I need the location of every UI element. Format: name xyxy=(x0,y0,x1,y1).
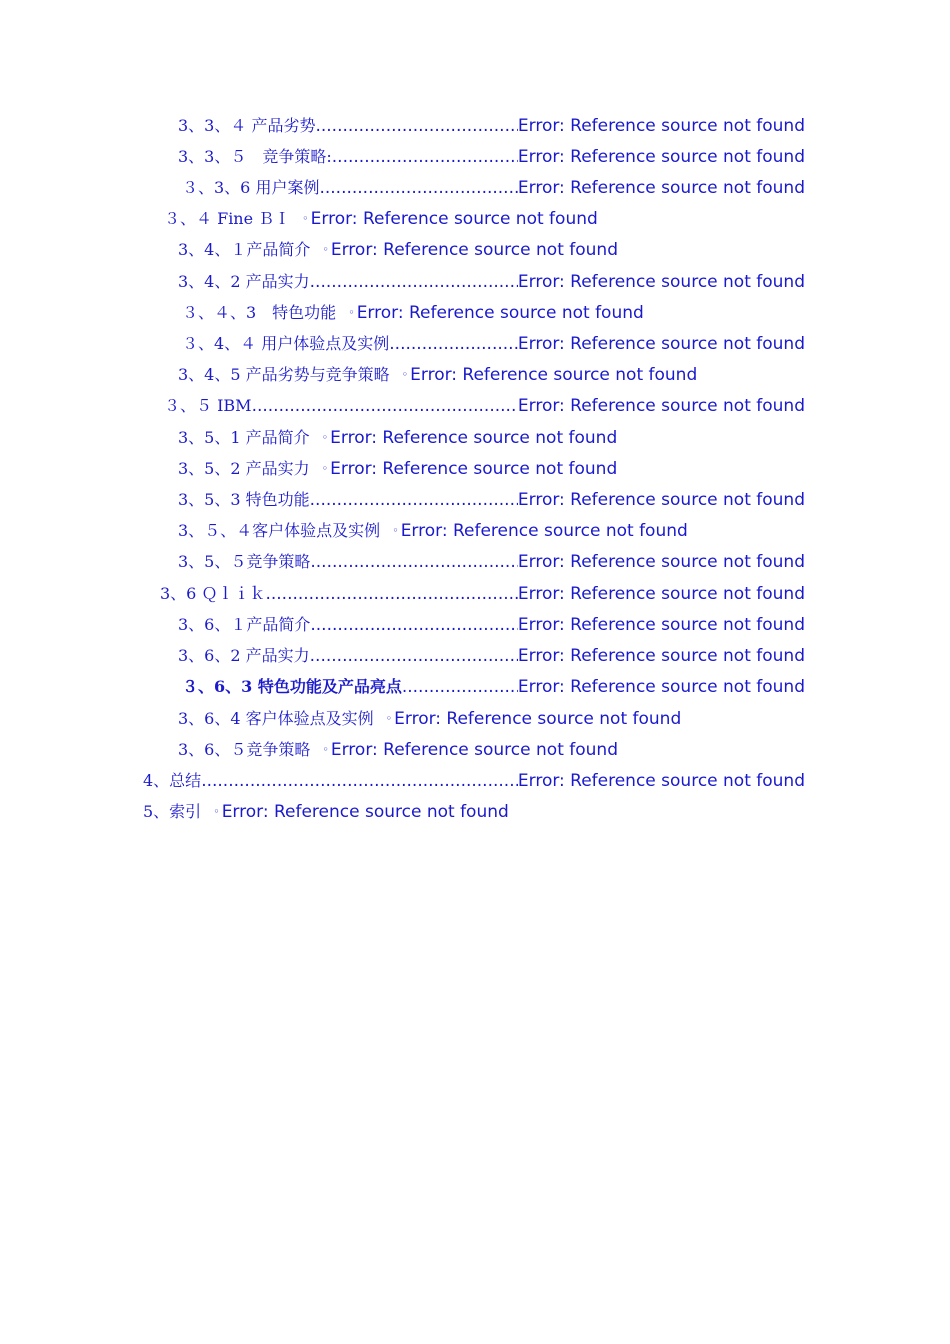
toc-entry-ref: Error: Reference source not found xyxy=(517,552,805,572)
toc-entry[interactable] xyxy=(178,426,617,450)
tab-mark-icon: ◦ xyxy=(321,462,329,475)
toc-entry-label: 3、6、2 产品实力 xyxy=(178,646,310,665)
toc-entry[interactable] xyxy=(178,613,805,637)
toc-entry-ref: Error: Reference source not found xyxy=(517,646,805,666)
toc-entry[interactable] xyxy=(178,644,805,668)
toc-entry[interactable] xyxy=(178,270,805,294)
toc-leader xyxy=(402,675,518,699)
toc-entry-ref: Error: Reference source not found xyxy=(221,802,509,822)
toc-leader xyxy=(332,145,518,169)
toc-entry-ref: Error: Reference source not found xyxy=(517,272,805,292)
toc-entry-label: 5、索引 xyxy=(143,802,202,821)
toc-entry-label: ３、6、3 特色功能及产品亮点 xyxy=(182,677,402,696)
toc-leader xyxy=(319,176,517,200)
toc-entry[interactable] xyxy=(178,519,688,543)
toc-entry[interactable] xyxy=(178,488,805,512)
toc-entry-ref: Error: Reference source not found xyxy=(517,396,805,416)
toc-entry-label: 3、3、４ 产品劣势 xyxy=(178,116,316,135)
toc-entry[interactable] xyxy=(164,394,805,418)
toc-entry-ref: Error: Reference source not found xyxy=(517,147,805,167)
toc-entry-ref: Error: Reference source not found xyxy=(330,740,618,760)
toc-entry-label: 3、6 Ｑｌｉｋ xyxy=(160,584,266,603)
toc-leader xyxy=(310,270,518,294)
toc-entry-ref: Error: Reference source not found xyxy=(310,209,598,229)
toc-entry-label: ３、3、6 用户案例 xyxy=(182,178,320,197)
tab-mark-icon: ◦ xyxy=(322,743,329,756)
toc-entry-ref: Error: Reference source not found xyxy=(517,677,805,697)
toc-entry-ref: Error: Reference source not found xyxy=(410,365,698,385)
toc-entry-label: 3、5、５竞争策略 xyxy=(178,552,311,571)
toc-entry-label: 3、5、2 产品实力 xyxy=(178,459,310,478)
toc-entry-label: 3、5、3 特色功能 xyxy=(178,490,310,509)
toc-entry-ref: Error: Reference source not found xyxy=(330,428,618,448)
toc-entry-label: 3、4、5 产品劣势与竞争策略 xyxy=(178,365,390,384)
toc-entry-label: 3、4、2 产品实力 xyxy=(178,272,310,291)
toc-leader xyxy=(310,613,518,637)
toc-entry[interactable] xyxy=(178,550,805,574)
toc-leader xyxy=(201,769,518,793)
toc-entry-ref: Error: Reference source not found xyxy=(517,771,805,791)
toc-entry-label: 4、总结 xyxy=(143,771,202,790)
toc-entry-label: 3、５、４客户体验点及实例 xyxy=(178,521,381,540)
toc-entry[interactable] xyxy=(178,145,805,169)
toc-entry-ref: Error: Reference source not found xyxy=(517,615,805,635)
toc-entry-label: 3、6、１产品简介 xyxy=(178,615,311,634)
toc-entry-label: ３、４、3 特色功能 xyxy=(182,303,337,322)
toc-entry-label: 3、4、１产品简介 xyxy=(178,240,311,259)
toc-entry-ref: Error: Reference source not found xyxy=(330,240,618,260)
toc-leader xyxy=(310,488,518,512)
toc-entry[interactable] xyxy=(178,457,617,481)
toc-entry-label: 3、3、５ 竞争策略: xyxy=(178,147,332,166)
toc-entry[interactable] xyxy=(178,707,681,731)
tab-mark-icon: ◦ xyxy=(392,524,399,537)
toc-entry-ref: Error: Reference source not found xyxy=(330,459,618,479)
tab-mark-icon: ◦ xyxy=(302,212,309,225)
toc-entry-ref: Error: Reference source not found xyxy=(517,334,805,354)
toc-entry-label: 3、5、1 产品简介 xyxy=(178,428,310,447)
toc-entry[interactable] xyxy=(182,675,805,699)
toc-leader xyxy=(315,114,517,138)
toc-entry-ref: Error: Reference source not found xyxy=(356,303,644,323)
toc-leader xyxy=(310,644,518,668)
tab-mark-icon: ◦ xyxy=(321,431,329,444)
toc-entry-ref: Error: Reference source not found xyxy=(394,709,682,729)
toc-leader xyxy=(310,550,518,574)
tab-mark-icon: ◦ xyxy=(385,712,393,725)
toc-entry-ref: Error: Reference source not found xyxy=(517,116,805,136)
tab-mark-icon: ◦ xyxy=(401,368,409,381)
toc-leader xyxy=(252,394,518,418)
toc-entry[interactable] xyxy=(182,176,805,200)
toc-entry-label: 3、6、５竞争策略 xyxy=(178,740,311,759)
toc-entry-label: ３、４ Fine ＢＩ xyxy=(164,209,291,228)
toc-leader xyxy=(265,582,517,606)
toc-entry[interactable] xyxy=(178,238,618,262)
toc-entry[interactable] xyxy=(182,332,805,356)
toc-entry[interactable] xyxy=(143,769,805,793)
toc-entry-ref: Error: Reference source not found xyxy=(517,584,805,604)
toc-entry-label: 3、6、4 客户体验点及实例 xyxy=(178,709,374,728)
toc-entry[interactable] xyxy=(160,582,805,606)
tab-mark-icon: ◦ xyxy=(213,805,220,818)
toc-entry[interactable] xyxy=(178,738,618,762)
toc-entry-ref: Error: Reference source not found xyxy=(400,521,688,541)
toc-entry-label: ３、５ IBM xyxy=(164,396,252,415)
toc-entry[interactable] xyxy=(143,800,509,824)
toc-entry-ref: Error: Reference source not found xyxy=(517,178,805,198)
tab-mark-icon: ◦ xyxy=(322,243,329,256)
toc-leader xyxy=(389,332,518,356)
toc-entry[interactable] xyxy=(178,114,805,138)
toc-entry[interactable] xyxy=(164,207,598,231)
toc-entry[interactable] xyxy=(182,301,644,325)
tab-mark-icon: ◦ xyxy=(348,306,355,319)
toc-entry-ref: Error: Reference source not found xyxy=(517,490,805,510)
toc-entry[interactable] xyxy=(178,363,697,387)
toc-entry-label: ３、4、４ 用户体验点及实例 xyxy=(182,334,390,353)
